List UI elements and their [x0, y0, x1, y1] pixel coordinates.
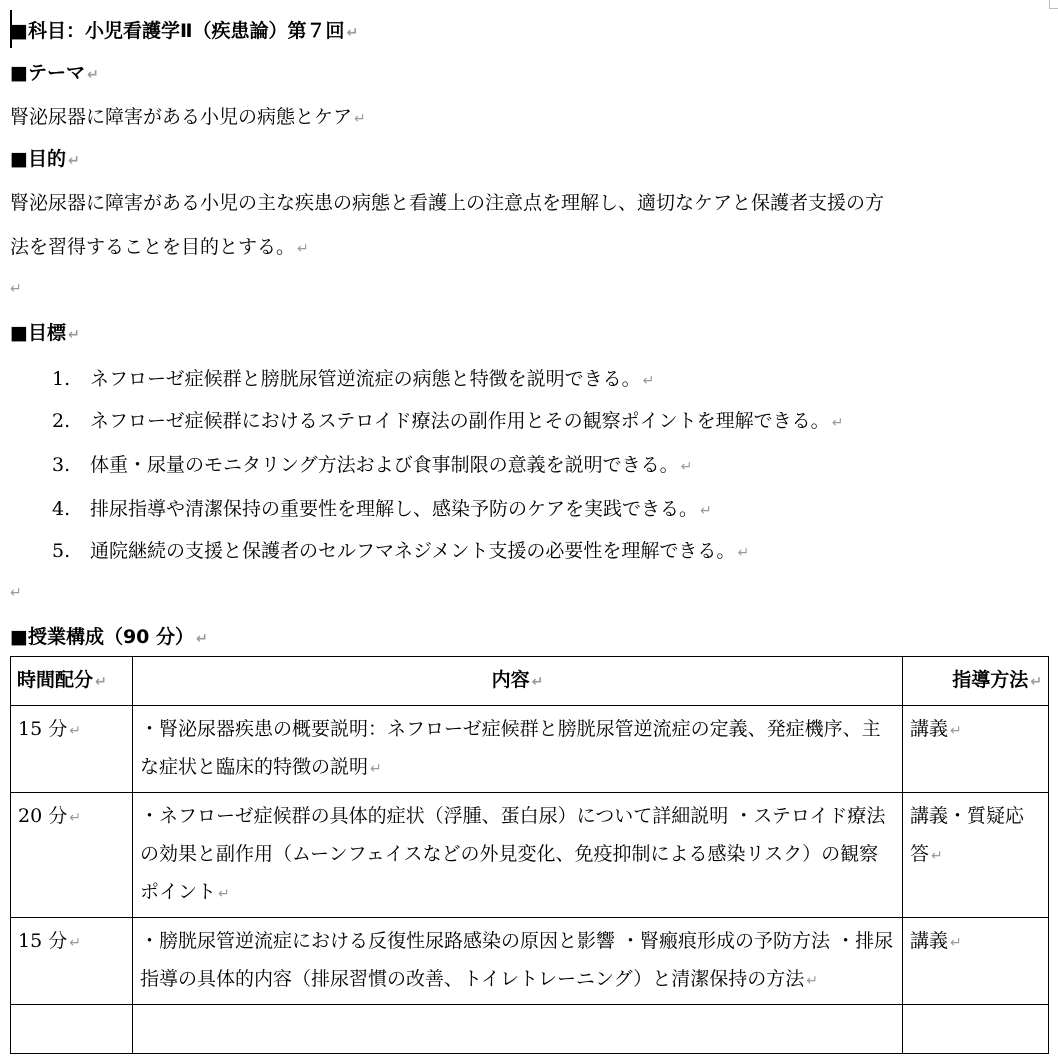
- cell-mark-icon: ↵: [1030, 674, 1042, 690]
- paragraph-mark-icon: ↵: [86, 67, 99, 83]
- purpose-line1: 腎泌尿器に障害がある小児の主な疾患の病態と看護上の注意点を理解し、適切なケアと保護者支援の方: [10, 192, 885, 214]
- cell-content-text: ・膀胱尿管逆流症における反復性尿路感染の原因と影響 ・腎瘢痕形成の予防方法 ・排尿指導の具体的内容（排尿習慣の改善、トイレトレーニング）と清潔保持の方法: [140, 930, 894, 990]
- cell-mark-icon: ↵: [69, 810, 81, 826]
- goal-number: 5.: [52, 540, 71, 562]
- cell-time[interactable]: [11, 706, 133, 793]
- theme-heading[interactable]: [10, 58, 99, 85]
- goals-heading-text: ■目標: [10, 322, 66, 344]
- goal-number: 2.: [52, 410, 71, 432]
- subject-title-text: ■科目：小児看護学Ⅱ（疾患論）第７回: [10, 20, 345, 42]
- table-row: [11, 793, 1049, 918]
- cell-time[interactable]: [11, 918, 133, 1005]
- goal-text: ネフローゼ症候群におけるステロイド療法の副作用とその観察ポイントを理解できる。: [90, 410, 830, 432]
- paragraph-mark-icon: ↵: [642, 373, 655, 389]
- cell-content[interactable]: [133, 706, 903, 793]
- header-time-text: 時間配分: [17, 669, 94, 691]
- schedule-table: [10, 656, 1049, 1054]
- goal-item-1[interactable]: [52, 364, 654, 391]
- structure-heading-text: ■授業構成（90 分）: [10, 626, 195, 648]
- paragraph-mark-icon: ↵: [196, 631, 208, 647]
- empty-paragraph[interactable]: [10, 276, 22, 298]
- goal-number: 3.: [52, 454, 71, 476]
- goal-text: ネフローゼ症候群と膀胱尿管逆流症の病態と特徴を説明できる。: [90, 368, 641, 390]
- paragraph-mark-icon: ↵: [10, 585, 22, 601]
- paragraph-mark-icon: ↵: [10, 281, 22, 297]
- cell-time-text: 15 分: [18, 930, 68, 952]
- paragraph-mark-icon: ↵: [737, 545, 750, 561]
- paragraph-mark-icon: ↵: [297, 241, 309, 257]
- cell-content[interactable]: [133, 1005, 903, 1054]
- paragraph-mark-icon: ↵: [67, 153, 80, 169]
- cell-mark-icon: ↵: [218, 886, 230, 902]
- cell-mark-icon: ↵: [531, 674, 544, 690]
- header-cell-time[interactable]: [11, 657, 133, 706]
- cell-method[interactable]: [903, 1005, 1049, 1054]
- table-header-row: [11, 657, 1049, 706]
- goal-item-2[interactable]: [52, 406, 843, 433]
- cell-mark-icon: ↵: [69, 935, 81, 951]
- cell-time[interactable]: [11, 793, 133, 918]
- cell-mark-icon: ↵: [950, 935, 962, 951]
- page-corner-mark: [1049, 0, 1058, 9]
- cell-mark-icon: ↵: [69, 723, 81, 739]
- cell-mark-icon: ↵: [806, 973, 818, 989]
- cell-mark-icon: ↵: [950, 723, 962, 739]
- cell-method[interactable]: [903, 918, 1049, 1005]
- theme-text[interactable]: [10, 102, 366, 129]
- theme-text-content: 腎泌尿器に障害がある小児の病態とケア: [10, 106, 353, 128]
- cell-method-text: 講義・質疑応答: [910, 805, 1025, 865]
- cell-time-text: 20 分: [18, 805, 68, 827]
- goal-item-4[interactable]: [52, 494, 712, 521]
- goal-number: 1.: [52, 368, 71, 390]
- goal-item-5[interactable]: [52, 536, 749, 563]
- cell-content[interactable]: [133, 793, 903, 918]
- table-row: [11, 918, 1049, 1005]
- goals-heading[interactable]: [10, 318, 80, 345]
- cell-mark-icon: ↵: [370, 761, 382, 777]
- goal-text: 排尿指導や清潔保持の重要性を理解し、感染予防のケアを実践できる。: [90, 498, 699, 520]
- purpose-heading[interactable]: [10, 144, 80, 171]
- header-method-text: 指導方法: [952, 669, 1029, 691]
- empty-paragraph[interactable]: [10, 580, 22, 602]
- goal-text: 体重・尿量のモニタリング方法および食事制限の意義を説明できる。: [90, 454, 679, 476]
- purpose-text-line-1[interactable]: [10, 188, 884, 215]
- purpose-line2: 法を習得することを目的とする。: [10, 236, 296, 258]
- paragraph-mark-icon: ↵: [67, 327, 80, 343]
- cell-method-text: 講義: [910, 930, 949, 952]
- header-content-text: 内容: [491, 669, 530, 691]
- paragraph-mark-icon: ↵: [700, 503, 712, 519]
- header-cell-method[interactable]: [903, 657, 1049, 706]
- goal-number: 4.: [52, 498, 71, 520]
- cell-content-text: ・腎泌尿器疾患の概要説明：ネフローゼ症候群と膀胱尿管逆流症の定義、発症機序、主な症状と臨床的特徴の説明: [140, 718, 881, 778]
- table-row: [11, 706, 1049, 793]
- goal-item-3[interactable]: [52, 450, 692, 477]
- structure-heading[interactable]: [10, 622, 208, 649]
- theme-heading-text: ■テーマ: [10, 62, 85, 84]
- cell-mark-icon: ↵: [931, 848, 943, 864]
- subject-title[interactable]: [10, 16, 358, 43]
- cell-time-text: 15 分: [18, 718, 68, 740]
- header-cell-content[interactable]: [133, 657, 903, 706]
- cell-mark-icon: ↵: [95, 674, 107, 690]
- purpose-heading-text: ■目的: [10, 148, 66, 170]
- paragraph-mark-icon: ↵: [354, 111, 366, 127]
- paragraph-mark-icon: ↵: [680, 459, 693, 475]
- cell-method-text: 講義: [910, 718, 949, 740]
- cell-content-text: ・ネフローゼ症候群の具体的症状（浮腫、蛋白尿）について詳細説明 ・ステロイド療法の効果と副作用（ムーンフェイスなどの外見変化、免疫抑制による感染リスク）の観察ポイント: [140, 805, 886, 903]
- paragraph-mark-icon: ↵: [831, 415, 844, 431]
- cell-content[interactable]: [133, 918, 903, 1005]
- purpose-text-line-2[interactable]: [10, 232, 309, 259]
- table-row-partial: [11, 1005, 1049, 1054]
- paragraph-mark-icon: ↵: [346, 25, 359, 41]
- cell-method[interactable]: [903, 706, 1049, 793]
- cell-method[interactable]: [903, 793, 1049, 918]
- goal-text: 通院継続の支援と保護者のセルフマネジメント支援の必要性を理解できる。: [90, 540, 736, 562]
- cell-time[interactable]: [11, 1005, 133, 1054]
